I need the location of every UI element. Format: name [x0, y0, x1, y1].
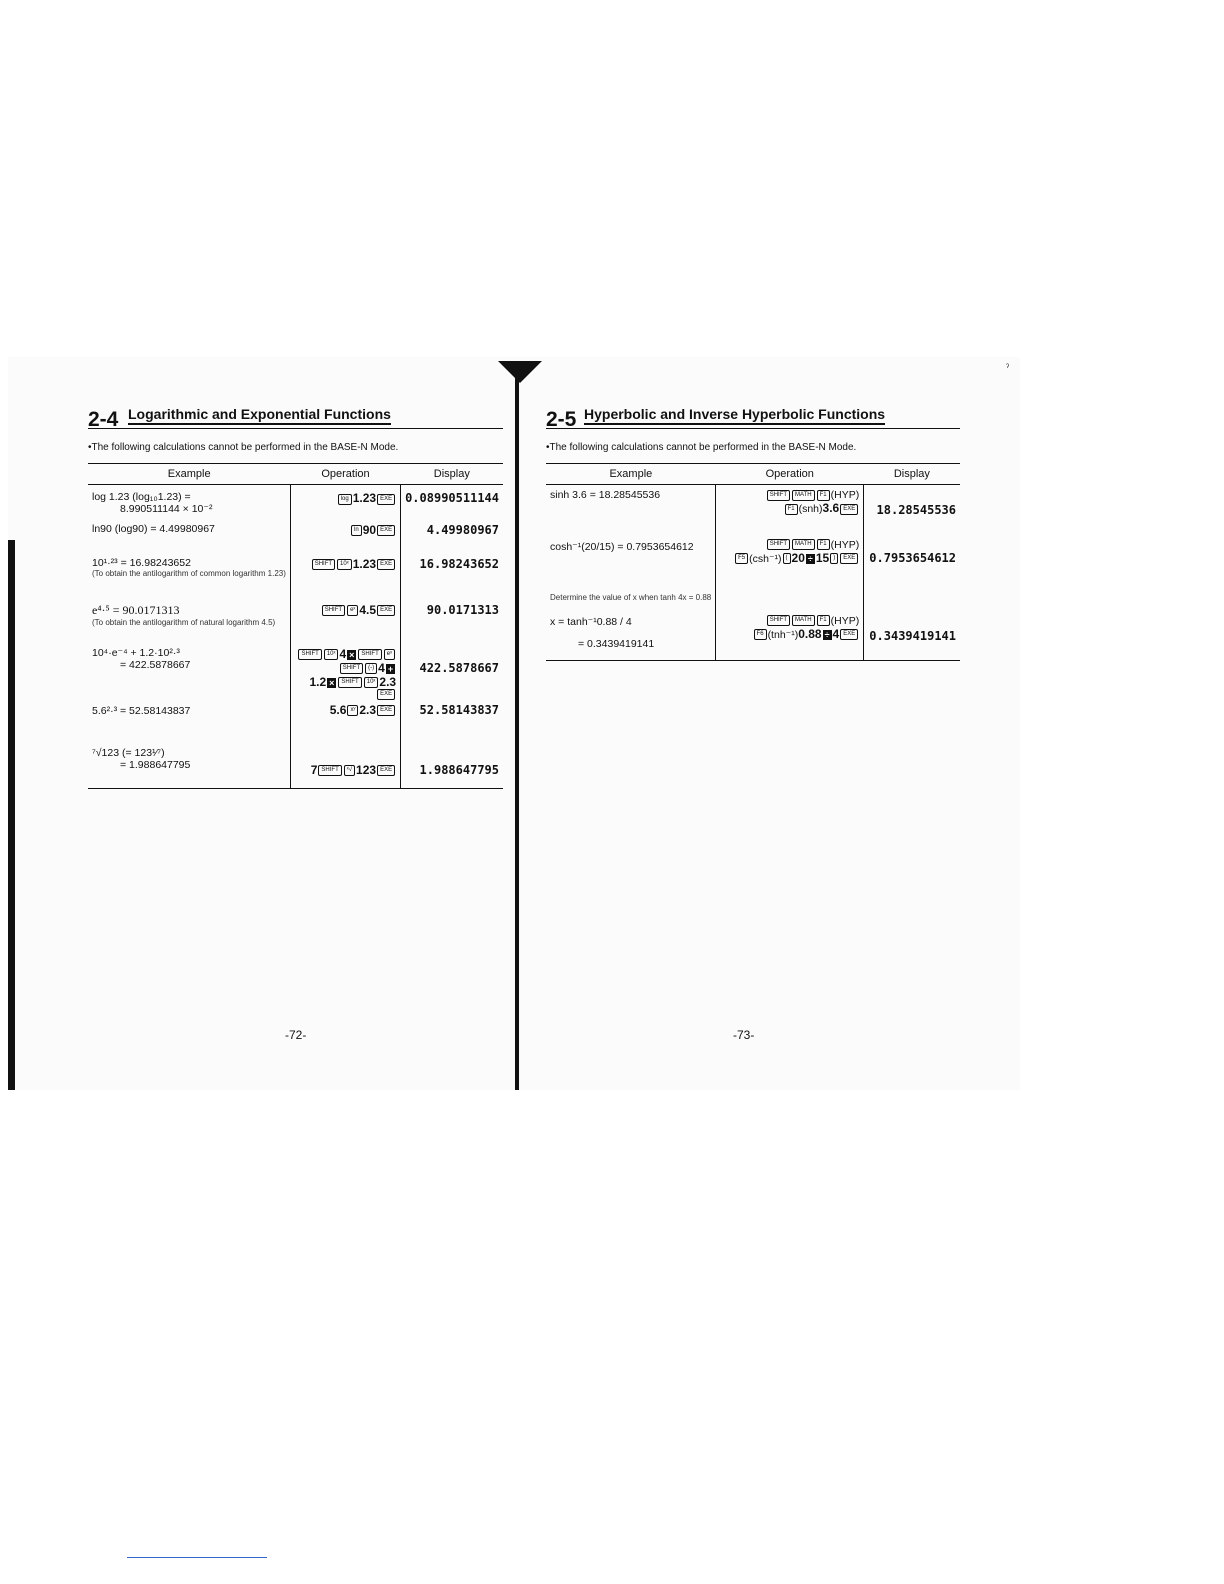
header-operation: Operation [716, 464, 864, 485]
header-display: Display [401, 464, 503, 485]
table-row [546, 485, 960, 533]
example-cell: 10¹·²³ = 16.98243652 (To obtain the antilogarithm of common logarithm 1.23) [92, 556, 286, 578]
shift-key-icon: SHIFT [298, 649, 321, 660]
exe-key-icon: EXE [377, 525, 395, 536]
table-row [88, 557, 503, 603]
exe-key-icon: EXE [377, 494, 395, 505]
math-key-icon: MATH [792, 490, 815, 501]
example-cell: ln90 (log90) = 4.49980967 [92, 522, 215, 535]
display-cell: 16.98243652 [401, 557, 503, 603]
negative-key-icon: (-) [365, 663, 377, 674]
header-example: Example [88, 464, 290, 485]
divide-key-icon: ÷ [807, 553, 813, 564]
shift-key-icon: SHIFT [358, 649, 381, 660]
hyperbolic-table [546, 463, 960, 661]
shift-key-icon: SHIFT [340, 663, 363, 674]
operation-cell: SHIFT 10ˣ 1.23 EXE [290, 557, 400, 603]
display-cell: 0.08990511144 [401, 485, 503, 523]
exe-key-icon: EXE [840, 629, 858, 640]
ln-key-icon: ln [351, 525, 362, 536]
exe-key-icon: EXE [377, 689, 395, 700]
f1-key-icon: F1 [817, 490, 830, 501]
mode-note: •The following calculations cannot be performed in the BASE-N Mode. [546, 442, 857, 453]
f1-key-icon: F1 [785, 504, 798, 515]
left-paren-key-icon: ( [783, 553, 791, 564]
example-cell: ⁷√123 (= 123¹⁄⁷) = 1.988647795 [88, 741, 290, 789]
heading-rule [88, 428, 503, 429]
times-key-icon: × [349, 649, 355, 660]
table-header-row [546, 464, 960, 485]
header-example: Example [546, 464, 716, 485]
left-page [88, 400, 503, 789]
ten-power-key-icon: 10ˣ [364, 677, 379, 688]
right-page [546, 400, 960, 661]
mode-note: •The following calculations cannot be performed in the BASE-N Mode. [88, 442, 399, 453]
math-key-icon: MATH [792, 539, 815, 550]
f1-key-icon: F1 [817, 539, 830, 550]
math-key-icon: MATH [792, 615, 815, 626]
display-cell: 0.7953654612 [864, 533, 960, 585]
display-cell: 1.988647795 [401, 741, 503, 789]
shift-key-icon: SHIFT [322, 605, 345, 616]
display-cell: 52.58143837 [401, 701, 503, 741]
bottom-underline [127, 1557, 267, 1558]
right-paren-key-icon: ) [830, 553, 838, 564]
display-cell: 422.5878667 [401, 647, 503, 701]
operation-cell: ln 90 EXE [290, 523, 400, 557]
ten-power-key-icon: 10ˣ [337, 559, 352, 570]
display-cell: 0.3439419141 [864, 585, 960, 661]
operation-cell: 5.6 xʸ 2.3 EXE [290, 701, 400, 741]
header-display: Display [864, 464, 960, 485]
f6-key-icon: F6 [754, 629, 767, 640]
table-header-row [88, 464, 503, 485]
table-row [88, 647, 503, 701]
gutter-notch [498, 361, 542, 383]
section-heading [88, 400, 503, 436]
power-key-icon: xʸ [347, 705, 358, 716]
example-cell: log 1.23 (log₁₀1.23) = 8.990511144 × 10⁻² [92, 491, 213, 515]
heading-rule [546, 428, 960, 429]
operation-cell: SHIFT MATH F1 (HYP) F6 (tnh⁻¹)0.88 ÷ 4 EXE [716, 585, 864, 661]
exe-key-icon: EXE [840, 553, 858, 564]
exe-key-icon: EXE [377, 765, 395, 776]
shift-key-icon: SHIFT [767, 539, 790, 550]
section-title: Logarithmic and Exponential Functions [128, 406, 391, 425]
example-cell: sinh 3.6 = 18.28545536 [550, 489, 661, 501]
operation-cell: SHIFT 10ˣ 4 × SHIFT eˣSHIFT (-) 4 + 1.2 × SHIFT 10ˣ 2.3EXE [290, 647, 400, 701]
log-key-icon: log [338, 494, 352, 505]
display-cell: 18.28545536 [864, 485, 960, 533]
section-number: 2-5 [546, 408, 577, 431]
shift-key-icon: SHIFT [318, 765, 341, 776]
operation-cell: SHIFT MATH F1 (HYP) F5 (csh⁻¹) ( 20 ÷ 15 ) EXE [716, 533, 864, 585]
operation-cell: SHIFT eˣ 4.5 EXE [290, 603, 400, 647]
shift-key-icon: SHIFT [312, 559, 335, 570]
functions-table [88, 463, 503, 789]
page-gutter [515, 370, 519, 1090]
operation-cell: 7 SHIFT ˣ√ 123 EXE [290, 741, 400, 789]
example-cell: 5.6²·³ = 52.58143837 [92, 704, 191, 717]
example-cell: e⁴·⁵ = 90.0171313 (To obtain the antilogarithm of natural logarithm 4.5) [92, 602, 276, 627]
page-number-right: -73- [733, 1028, 755, 1042]
display-cell: 4.49980967 [401, 523, 503, 557]
plus-key-icon: + [387, 663, 394, 674]
table-row [546, 533, 960, 585]
section-number: 2-4 [88, 408, 119, 431]
operation-cell: SHIFT MATH F1 (HYP) F1 (snh)3.6 EXE [716, 485, 864, 533]
table-row [88, 485, 503, 523]
example-cell: cosh⁻¹(20/15) = 0.7953654612 [550, 540, 694, 553]
f5-key-icon: F5 [735, 553, 748, 564]
times-key-icon: × [329, 677, 335, 688]
binding-shadow [8, 540, 15, 1090]
section-heading [546, 400, 960, 436]
shift-key-icon: SHIFT [338, 677, 361, 688]
shift-key-icon: SHIFT [767, 490, 790, 501]
f1-key-icon: F1 [817, 615, 830, 626]
page-number-left: -72- [285, 1028, 307, 1042]
exe-key-icon: EXE [840, 504, 858, 515]
e-power-key-icon: eˣ [347, 605, 358, 616]
exe-key-icon: EXE [377, 605, 395, 616]
operation-cell: log 1.23 EXE [290, 485, 400, 523]
exe-key-icon: EXE [377, 705, 395, 716]
e-power-key-icon: eˣ [384, 649, 395, 660]
table-row [88, 523, 503, 557]
ten-power-key-icon: 10ˣ [324, 649, 339, 660]
table-row [88, 603, 503, 647]
corner-mark: ˀ [1006, 362, 1010, 372]
table-row [88, 701, 503, 741]
table-row [88, 741, 503, 789]
shift-key-icon: SHIFT [767, 615, 790, 626]
header-operation: Operation [290, 464, 400, 485]
root-key-icon: ˣ√ [344, 765, 355, 776]
exe-key-icon: EXE [377, 559, 395, 570]
display-cell: 90.0171313 [401, 603, 503, 647]
table-row [546, 585, 960, 661]
example-cell: 10⁴·e⁻⁴ + 1.2·10²·³ = 422.5878667 [92, 646, 191, 671]
section-title: Hyperbolic and Inverse Hyperbolic Functions [584, 406, 885, 425]
example-cell: Determine the value of x when tanh 4x = 0.88 x = tanh⁻¹0.88 / 4 = 0.3439419141 [546, 585, 716, 661]
divide-key-icon: ÷ [824, 629, 830, 640]
